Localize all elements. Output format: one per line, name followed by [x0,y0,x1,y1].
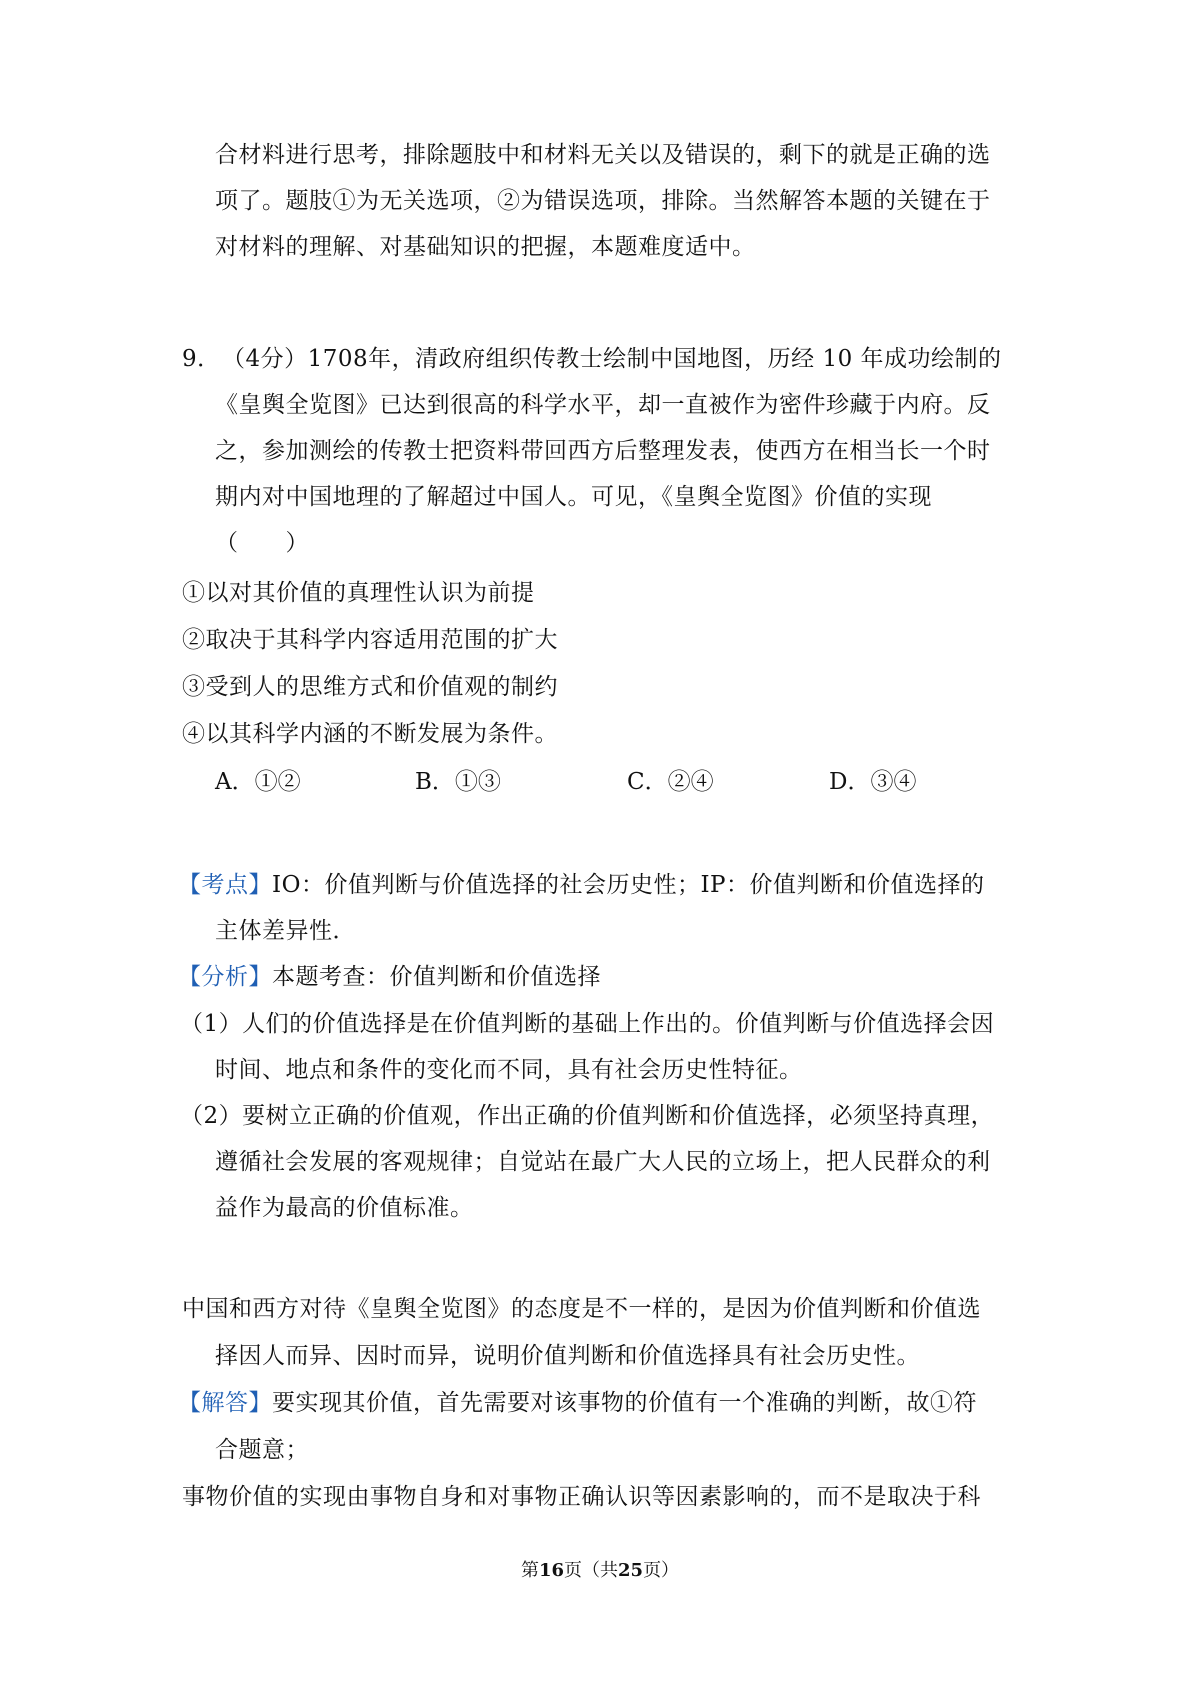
page-footer [0,1559,1200,1583]
footer-suffix: 页） [643,1560,680,1581]
option-a-label: A． [215,769,255,795]
fenxi-line-5: 益作为最高的价值标准。 [215,1195,474,1221]
answer-blank: （ ） [215,530,309,556]
question-line-4: 期内对中国地理的了解超过中国人。可见，《皇舆全览图》价值的实现 [215,484,932,510]
option-d-label: D． [829,769,871,795]
kaodian-tag: 【考点】 [178,872,272,898]
option-a-text: ①② [254,769,301,795]
question-line-2: 《皇舆全览图》已达到很高的科学水平，却一直被作为密件珍藏于内府。反 [215,392,991,418]
option-b-text: ①③ [454,769,501,795]
fenxi-head-text: 本题考查：价值判断和价值选择 [272,964,601,990]
question-line-1: （4分）1708年，清政府组织传教士绘制中国地图，历经 10 年成功绘制的 [222,346,1002,372]
option-c [627,767,714,797]
statement-2: ②取决于其科学内容适用范围的扩大 [182,627,558,653]
statement-4: ④以其科学内涵的不断发展为条件。 [182,721,558,747]
kaodian-text-1: IO：价值判断与价值选择的社会历史性；IP：价值判断和价值选择的 [272,872,985,898]
fenxi-head [178,962,601,992]
fenxi-line-1: （1）人们的价值选择是在价值判断的基础上作出的。价值判断与价值选择会因 [180,1011,995,1037]
jieda-line-3: 事物价值的实现由事物自身和对事物正确认识等因素影响的，而不是取决于科 [182,1484,981,1510]
question-number: 9． [182,346,221,372]
fenxi-tag: 【分析】 [178,964,272,990]
jieda-text-1: 要实现其价值，首先需要对该事物的价值有一个准确的判断，故①符 [272,1390,977,1416]
option-d [829,767,916,797]
fenxi-line-4: 遵循社会发展的客观规律；自觉站在最广大人民的立场上，把人民群众的利 [215,1149,991,1175]
option-b-label: B． [415,769,455,795]
option-c-label: C． [627,769,668,795]
question-line-3: 之，参加测绘的传教士把资料带回西方后整理发表，使西方在相当长一个时 [215,438,991,464]
kaodian-line-1 [178,870,985,900]
option-a [215,767,301,797]
option-b [415,767,501,797]
kaodian-line-2: 主体差异性． [215,918,356,944]
footer-prefix: 第 [520,1560,539,1581]
statement-1: ①以对其价值的真理性认识为前提 [182,580,535,606]
fenxi-extra-1: 中国和西方对待《皇舆全览图》的态度是不一样的，是因为价值判断和价值选 [182,1296,981,1322]
footer-page-number: 16 [538,1560,564,1581]
fenxi-extra-2: 择因人而异、因时而异，说明价值判断和价值选择具有社会历史性。 [215,1343,920,1369]
jieda-tag: 【解答】 [178,1390,272,1416]
prev-line-1: 合材料进行思考，排除题肢中和材料无关以及错误的，剩下的就是正确的选 [215,142,991,168]
jieda-line-2: 合题意； [215,1437,309,1463]
option-d-text: ③④ [870,769,917,795]
option-c-text: ②④ [667,769,714,795]
footer-total-pages: 25 [618,1560,644,1581]
footer-mid: 页（共 [564,1560,618,1581]
prev-line-2: 项了。题肢①为无关选项，②为错误选项，排除。当然解答本题的关键在于 [215,188,991,214]
prev-line-3: 对材料的理解、对基础知识的把握，本题难度适中。 [215,234,756,260]
fenxi-line-3: （2）要树立正确的价值观，作出正确的价值判断和价值选择，必须坚持真理， [180,1103,995,1129]
statement-3: ③受到人的思维方式和价值观的制约 [182,674,558,700]
jieda-line-1 [178,1388,977,1418]
fenxi-line-2: 时间、地点和条件的变化而不同，具有社会历史性特征。 [215,1057,803,1083]
